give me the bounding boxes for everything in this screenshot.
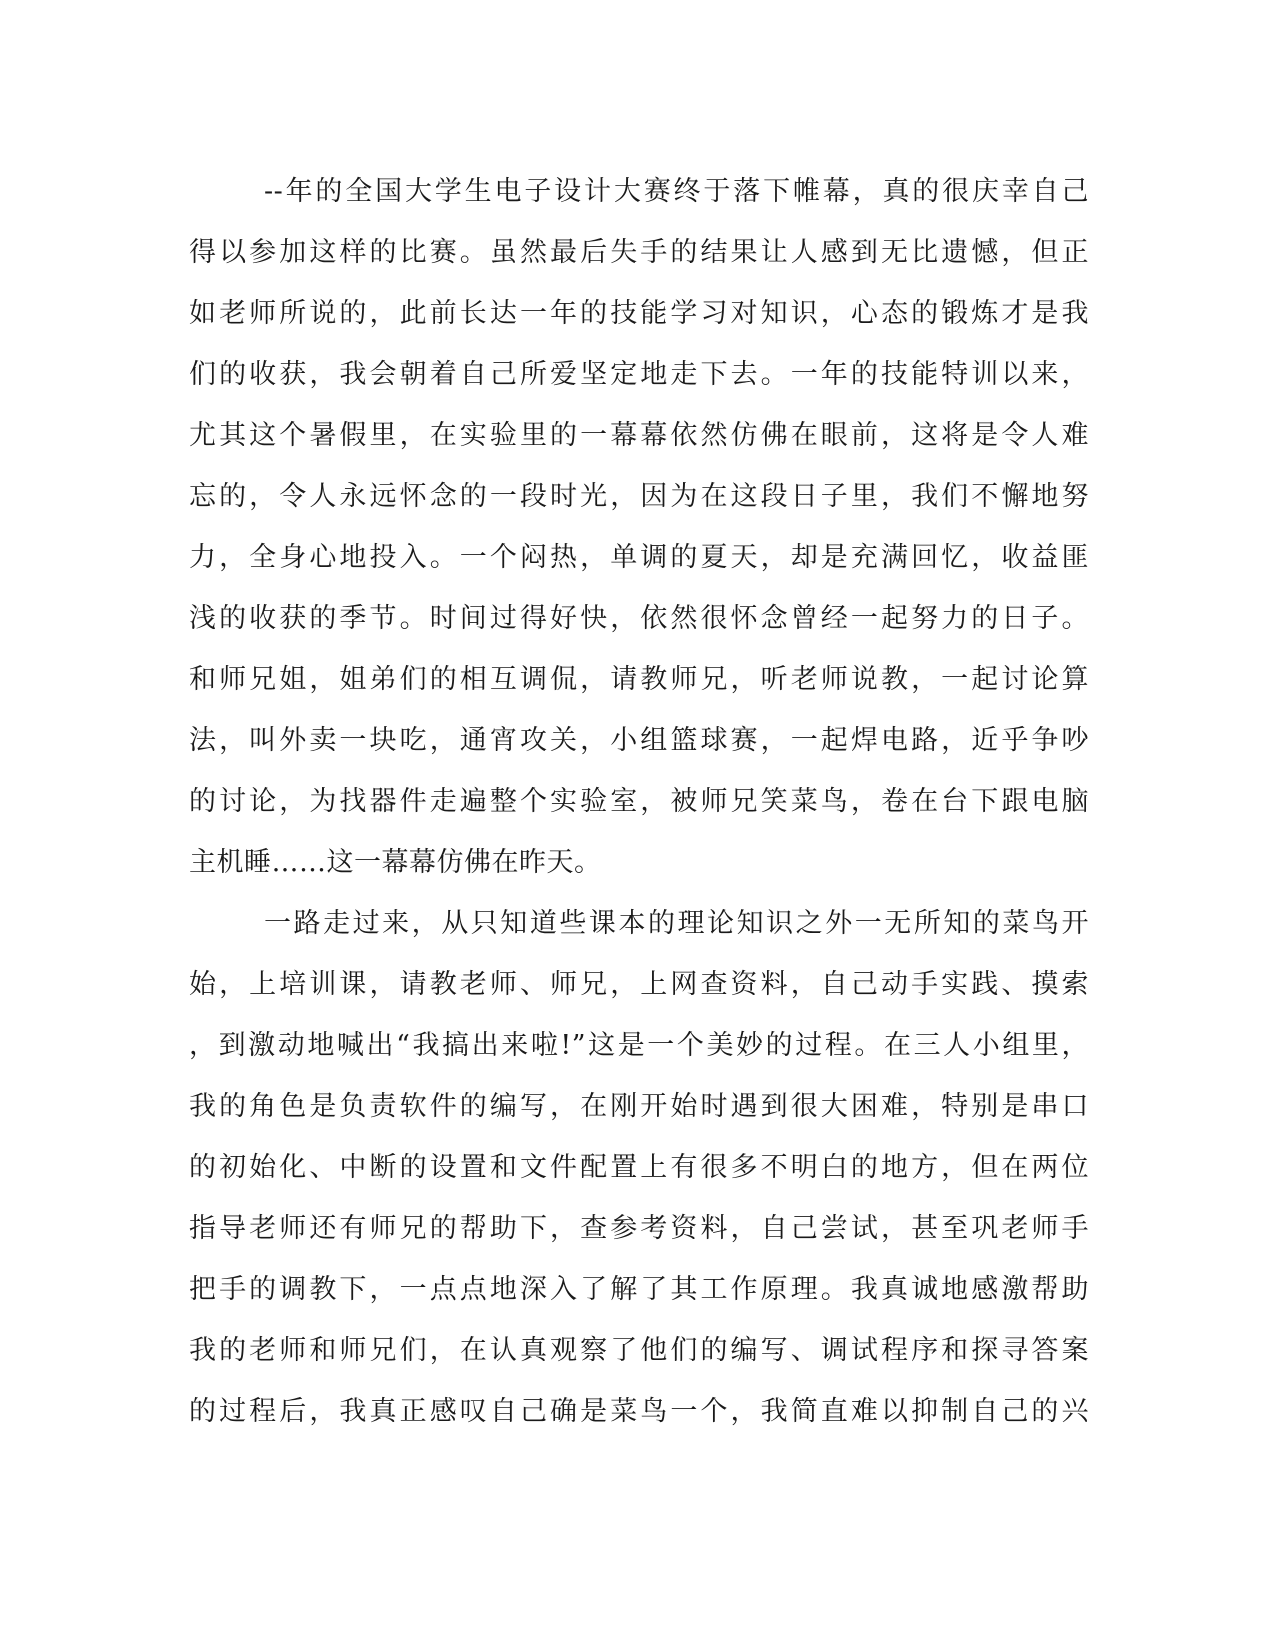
text-line: 我的老师和师兄们，在认真观察了他们的编写、调试程序和探寻答案 [189, 1335, 1089, 1366]
body-text [189, 161, 1089, 1442]
text-line: 浅的收获的季节。时间过得好快，依然很怀念曾经一起努力的日子。 [189, 603, 1089, 634]
text-line: --年的全国大学生电子设计大赛终于落下帷幕，真的很庆幸自己 [264, 176, 1089, 207]
text-line: 们的收获，我会朝着自己所爱坚定地走下去。一年的技能特训以来， [189, 359, 1089, 390]
text-line: 的过程后，我真正感叹自己确是菜鸟一个，我简直难以抑制自己的兴 [189, 1396, 1089, 1427]
text-line: 的讨论，为找器件走遍整个实验室，被师兄笑菜鸟，卷在台下跟电脑 [189, 786, 1089, 817]
text-line: 我的角色是负责软件的编写，在刚开始时遇到很大困难，特别是串口 [189, 1091, 1089, 1122]
text-line: 的初始化、中断的设置和文件配置上有很多不明白的地方，但在两位 [189, 1152, 1089, 1183]
text-line: 指导老师还有师兄的帮助下，查参考资料，自己尝试，甚至巩老师手 [189, 1213, 1089, 1244]
text-line: 主机睡……这一幕幕仿佛在昨天。 [189, 847, 602, 878]
text-line: 和师兄姐，姐弟们的相互调侃，请教师兄，听老师说教，一起讨论算 [189, 664, 1089, 695]
text-line: 得以参加这样的比赛。虽然最后失手的结果让人感到无比遗憾，但正 [189, 237, 1089, 268]
text-line: 把手的调教下，一点点地深入了解了其工作原理。我真诚地感激帮助 [189, 1274, 1089, 1305]
text-line: 一路走过来，从只知道些课本的理论知识之外一无所知的菜鸟开 [264, 908, 1089, 939]
text-line: 忘的，令人永远怀念的一段时光，因为在这段日子里，我们不懈地努 [189, 481, 1089, 512]
text-line: 始，上培训课，请教老师、师兄，上网查资料，自己动手实践、摸索 [189, 969, 1089, 1000]
text-line: 力，全身心地投入。一个闷热，单调的夏天，却是充满回忆，收益匪 [189, 542, 1089, 573]
text-line: ，到激动地喊出“我搞出来啦!”这是一个美妙的过程。在三人小组里， [189, 1030, 1089, 1061]
text-line: 如老师所说的，此前长达一年的技能学习对知识，心态的锻炼才是我 [189, 298, 1089, 329]
text-line: 尤其这个暑假里，在实验里的一幕幕依然仿佛在眼前，这将是令人难 [189, 420, 1089, 451]
text-line: 法，叫外卖一块吃，通宵攻关，小组篮球赛，一起焊电路，近乎争吵 [189, 725, 1089, 756]
